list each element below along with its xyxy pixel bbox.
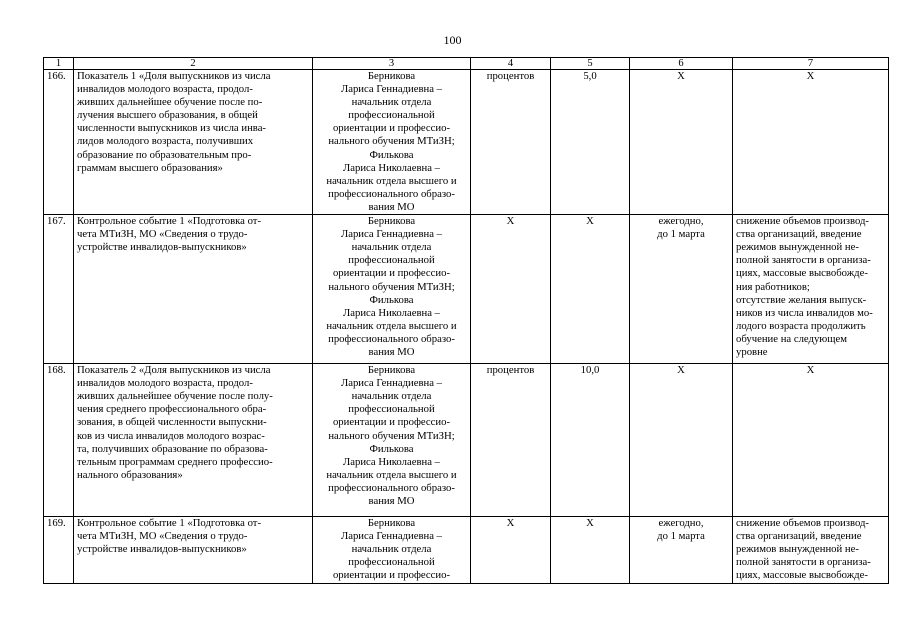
row-number: 167. [44,215,74,364]
text-line: Лариса Геннадиевна – [340,530,443,543]
text-line: полной занятости в организа- [736,556,871,569]
responsible-cell [313,517,471,583]
text-line: профессиональной [348,403,435,416]
text-line: нального обучения МТиЗН; [328,280,455,293]
text-line: Берникова [367,215,416,228]
text-line: чета МТиЗН, МО «Сведения о трудо- [77,228,248,241]
table-row [44,70,889,215]
text-line: начальник отдела высшего и [326,468,457,481]
unit-cell: процентов [471,70,551,215]
text-line: ства организаций, введение [736,228,862,241]
text-line: обучение на следующем [736,332,848,345]
value-cell: Х [551,215,630,364]
row-number: 168. [44,364,74,517]
text-line: Показатель 1 «Доля выпускников из числа [77,70,271,82]
text-line: Филькова [369,148,414,161]
unit-cell: Х [471,517,551,583]
text-line: инвалидов молодого возраста, продол- [77,83,253,96]
text-line: вания МО [368,494,415,507]
text-line: нального образования» [77,468,183,481]
term-cell [630,215,733,364]
text-line: режимов вынужденной не- [736,241,859,254]
text-line: Берникова [367,364,416,377]
text-line: начальник отдела [351,241,432,254]
column-header: 4 [471,58,551,70]
text-line: начальник отдела высшего и [326,319,457,332]
text-line: ежегодно, [658,517,704,530]
value-cell: 5,0 [551,70,630,215]
text-line: до 1 марта [657,228,705,241]
text-line: начальник отдела [351,390,432,403]
text-line: та, получивших образование по образова- [77,442,268,455]
text-line: ориентации и профессио- [332,122,451,135]
column-header: 6 [630,58,733,70]
term-cell [630,70,733,215]
text-line: отсутствие желания выпуск- [736,293,867,306]
indicator-cell [74,364,313,517]
text-line: начальник отдела [351,96,432,109]
text-line: ства организаций, введение [736,530,862,543]
risk-cell [733,215,889,364]
row-number: 169. [44,517,74,583]
text-line: нального обучения МТиЗН; [328,135,455,148]
table-row [44,517,889,583]
responsible-cell [313,364,471,517]
table-row [44,215,889,364]
text-line: лодого возраста продолжить [736,319,866,332]
column-number-row [44,58,889,70]
text-line: Х [677,70,685,82]
text-line: чения среднего профессионального обра- [77,403,267,416]
text-line: профессиональной [348,109,435,122]
table-body [44,70,889,584]
text-line: профессионального образо- [328,481,455,494]
text-line: Лариса Николаевна – [343,306,440,319]
text-line: профессиональной [348,556,435,569]
text-line: начальник отдела [351,543,432,556]
text-line: ежегодно, [658,215,704,228]
responsible-cell [313,70,471,215]
risk-cell [733,517,889,583]
table-row [44,364,889,517]
text-line: чета МТиЗН, МО «Сведения о трудо- [77,530,248,543]
text-line: Лариса Геннадиевна – [340,377,443,390]
text-line: вания МО [368,200,415,213]
text-line: численности выпускников из числа инва- [77,122,266,135]
text-line: профессиональной [348,254,435,267]
text-line: ков из числа инвалидов молодого возрас- [77,429,265,442]
unit-cell: Х [471,215,551,364]
text-line: Лариса Николаевна – [343,455,440,468]
page-number: 100 [443,33,462,47]
text-line: Филькова [369,293,414,306]
unit-cell: процентов [471,364,551,517]
column-header: 3 [313,58,471,70]
indicator-cell [74,70,313,215]
text-line: ния работников; [736,280,810,293]
text-line: нального обучения МТиЗН; [328,429,455,442]
row-number: 166. [44,70,74,215]
text-line: ориентации и профессио- [332,267,451,280]
text-line: граммам высшего образования» [77,161,223,174]
text-line: циях, массовые высвобожде- [736,267,868,280]
value-cell: Х [551,517,630,583]
text-line: зования, в общей численности выпускни- [77,416,267,429]
text-line: Х [806,70,815,82]
text-line: режимов вынужденной не- [736,543,859,556]
risk-cell [733,364,889,517]
term-cell [630,364,733,517]
indicator-cell [74,215,313,364]
value-cell: 10,0 [551,364,630,517]
text-line: Х [806,364,815,377]
text-line: ориентации и профессио- [332,416,451,429]
text-line: Берникова [367,517,416,530]
text-line: лидов молодого возраста, получивших [77,135,254,148]
responsible-cell [313,215,471,364]
text-line: профессионального образо- [328,187,455,200]
text-line: тельным программам среднего профессио- [77,455,273,468]
text-line: устройстве инвалидов-выпускников» [77,543,247,556]
text-line: Показатель 2 «Доля выпускников из числа [77,364,271,377]
text-line: инвалидов молодого возраста, продол- [77,377,253,390]
text-line: устройстве инвалидов-выпускников» [77,241,247,254]
text-line: образование по образовательным про- [77,148,252,161]
indicators-table [43,57,889,584]
text-line: Лариса Николаевна – [343,161,440,174]
text-line: живших дальнейшее обучение после полу- [77,390,273,403]
column-header: 5 [551,58,630,70]
text-line: ников из числа инвалидов мо- [736,306,873,319]
text-line: уровне [736,345,768,358]
text-line: Филькова [369,442,414,455]
text-line: до 1 марта [657,530,705,543]
text-line: лучения высшего образования, в общей [77,109,258,122]
text-line: Лариса Геннадиевна – [340,228,443,241]
text-line: Контрольное событие 1 «Подготовка от- [77,215,262,228]
text-line: снижение объемов производ- [736,215,869,228]
text-line: живших дальнейшее обучение после по- [77,96,263,109]
text-line: Берникова [367,70,416,82]
text-line: Контрольное событие 1 «Подготовка от- [77,517,262,530]
text-line: вания МО [368,345,415,358]
text-line: Х [677,364,685,377]
text-line: начальник отдела высшего и [326,174,457,187]
column-header: 2 [74,58,313,70]
column-header: 1 [44,58,74,70]
text-line: ориентации и профессио- [332,569,451,582]
text-line: снижение объемов производ- [736,517,869,530]
column-header: 7 [733,58,889,70]
text-line: Лариса Геннадиевна – [340,83,443,96]
risk-cell [733,70,889,215]
term-cell [630,517,733,583]
text-line: циях, массовые высвобожде- [736,569,868,582]
indicator-cell [74,517,313,583]
text-line: полной занятости в организа- [736,254,871,267]
text-line: профессионального образо- [328,332,455,345]
